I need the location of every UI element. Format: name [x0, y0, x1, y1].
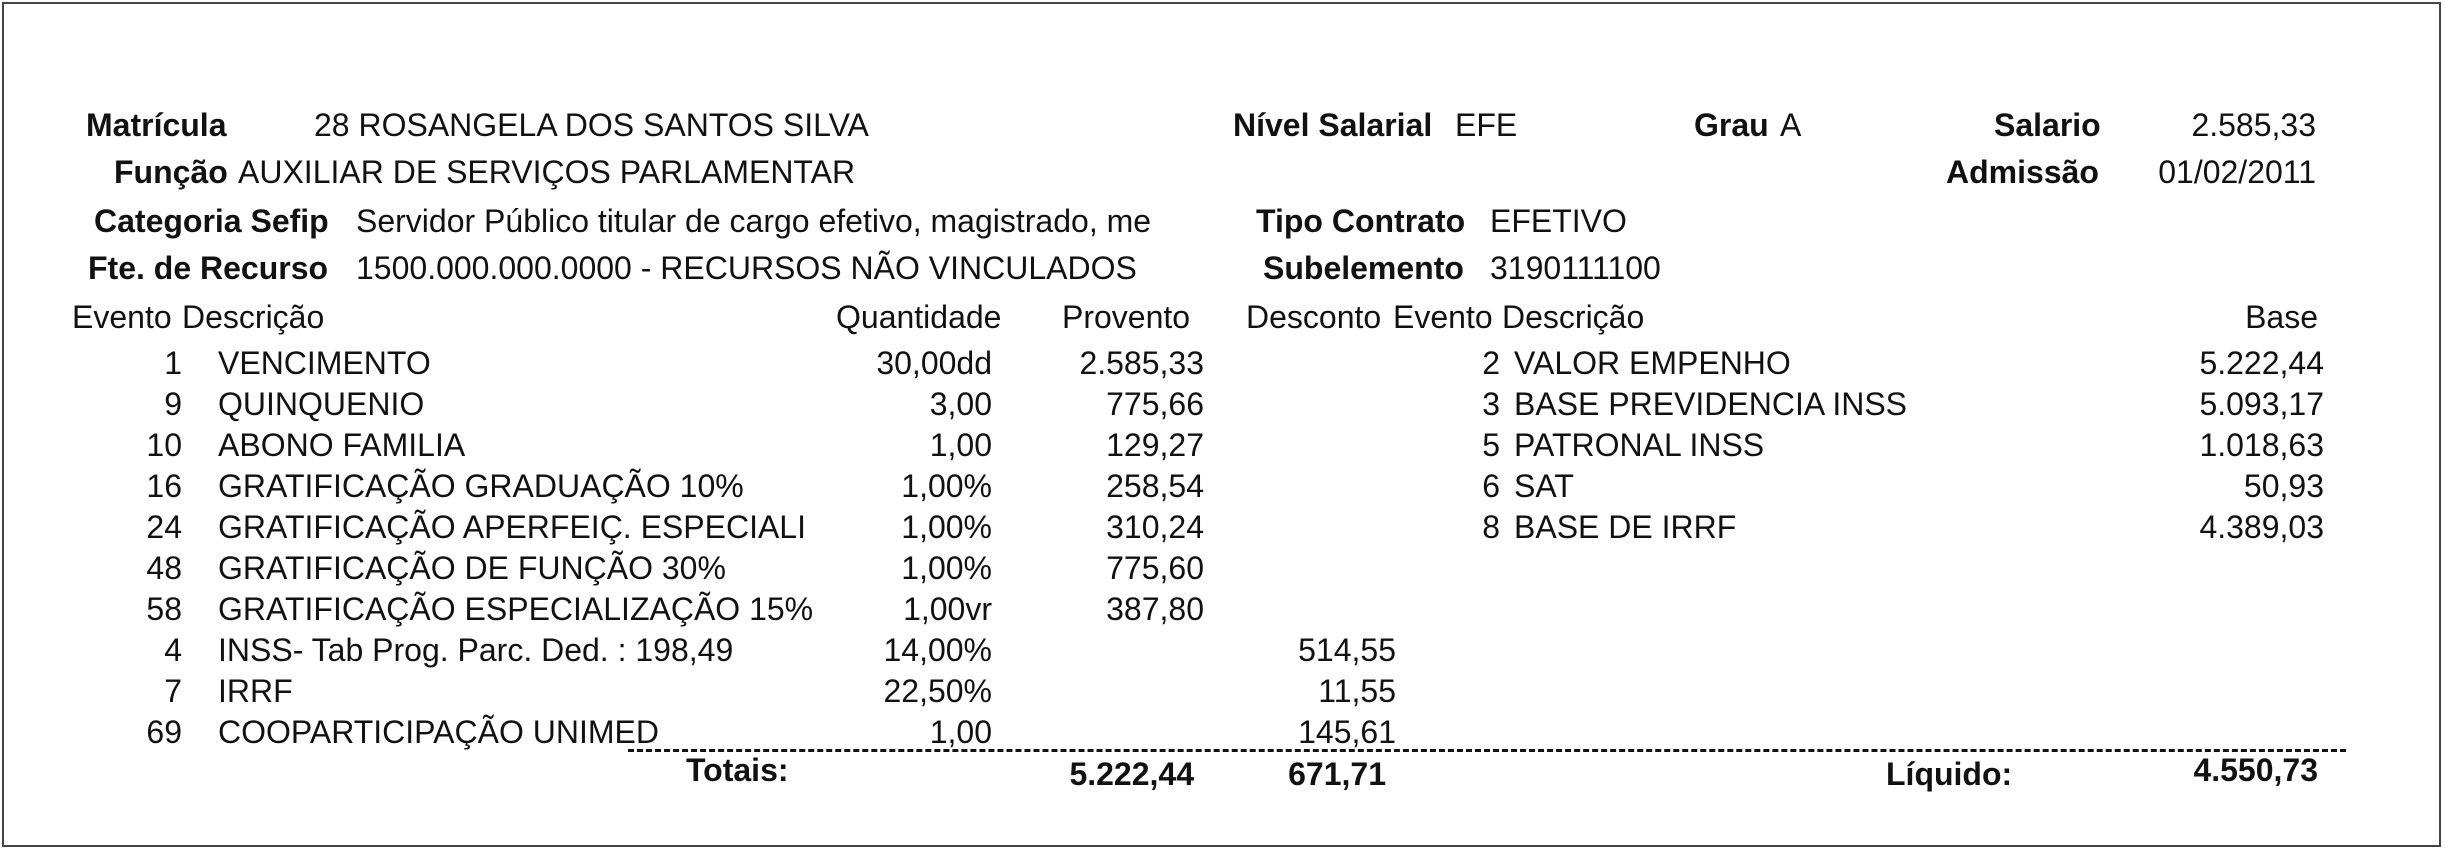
event-provento: 775,60: [1106, 550, 1204, 586]
categoria-sefip-label: Categoria Sefip: [94, 203, 329, 239]
funcao-value: AUXILIAR DE SERVIÇOS PARLAMENTAR: [238, 154, 856, 190]
base-code: 2: [1482, 345, 1500, 381]
event-provento: 387,80: [1106, 591, 1204, 627]
event-provento: 310,24: [1106, 509, 1204, 545]
total-descontos: 671,71: [1288, 756, 1386, 792]
base-description: SAT: [1514, 468, 1574, 504]
total-proventos: 5.222,44: [1069, 756, 1194, 792]
event-quantity: 22,50%: [883, 673, 992, 709]
fonte-recurso-value: 1500.000.000.0000 - RECURSOS NÃO VINCULADOS: [356, 250, 1137, 286]
base-value: 50,93: [2243, 468, 2324, 504]
event-description: INSS- Tab Prog. Parc. Ded. : 198,49: [218, 632, 734, 668]
event-quantity: 1,00%: [901, 468, 992, 504]
event-code: 1: [164, 345, 182, 381]
event-quantity: 1,00: [929, 714, 992, 750]
col-descricao: Descrição: [182, 299, 325, 335]
liquido-label: Líquido:: [1886, 756, 2013, 792]
matricula-label: Matrícula: [86, 107, 227, 143]
event-description: QUINQUENIO: [218, 386, 425, 422]
base-description: PATRONAL INSS: [1514, 427, 1765, 463]
event-code: 16: [146, 468, 182, 504]
event-provento: 258,54: [1106, 468, 1204, 504]
totais-label: Totais:: [686, 752, 789, 788]
col-evento: Evento: [72, 299, 172, 335]
col-desconto: Desconto: [1246, 299, 1382, 335]
salario-value: 2.585,33: [2191, 107, 2316, 143]
nivel-salarial-label: Nível Salarial: [1233, 107, 1433, 143]
base-value: 5.093,17: [2199, 386, 2324, 422]
fonte-recurso-label: Fte. de Recurso: [88, 250, 329, 286]
liquido-value: 4.550,73: [2193, 752, 2318, 788]
event-description: ABONO FAMILIA: [218, 427, 466, 463]
event-code: 58: [146, 591, 182, 627]
event-desconto: 145,61: [1298, 714, 1396, 750]
base-value: 5.222,44: [2199, 345, 2324, 381]
event-description: GRATIFICAÇÃO APERFEIÇ. ESPECIALI: [218, 509, 806, 545]
tipo-contrato-value: EFETIVO: [1490, 203, 1627, 239]
event-code: 4: [164, 632, 182, 668]
event-desconto: 11,55: [1318, 673, 1396, 709]
event-quantity: 30,00dd: [876, 345, 992, 381]
base-code: 5: [1482, 427, 1500, 463]
base-value: 4.389,03: [2199, 509, 2324, 545]
event-code: 48: [146, 550, 182, 586]
funcao-label: Função: [114, 154, 228, 190]
event-provento: 2.585,33: [1079, 345, 1204, 381]
event-description: GRATIFICAÇÃO GRADUAÇÃO 10%: [218, 468, 744, 504]
event-quantity: 1,00%: [901, 509, 992, 545]
event-code: 9: [164, 386, 182, 422]
salario-label: Salario: [1994, 107, 2101, 143]
event-code: 24: [146, 509, 182, 545]
event-quantity: 1,00: [929, 427, 992, 463]
event-description: GRATIFICAÇÃO DE FUNÇÃO 30%: [218, 550, 726, 586]
col-descricao-base: Descrição: [1502, 299, 1645, 335]
admissao-label: Admissão: [1946, 154, 2099, 190]
col-evento-base: Evento: [1393, 299, 1493, 335]
nivel-salarial-value: EFE: [1455, 107, 1518, 143]
event-code: 7: [164, 673, 182, 709]
event-provento: 775,66: [1106, 386, 1204, 422]
event-quantity: 14,00%: [883, 632, 992, 668]
categoria-sefip-value: Servidor Público titular de cargo efetivo, magistrado, me: [356, 203, 1152, 239]
totals-divider: [628, 749, 2346, 752]
event-quantity: 1,00vr: [903, 591, 992, 627]
event-provento: 129,27: [1106, 427, 1204, 463]
event-description: VENCIMENTO: [218, 345, 431, 381]
matricula-value: 28 ROSANGELA DOS SANTOS SILVA: [314, 107, 869, 143]
subelemento-value: 3190111100: [1490, 250, 1661, 286]
event-quantity: 3,00: [929, 386, 992, 422]
event-quantity: 1,00%: [901, 550, 992, 586]
subelemento-label: Subelemento: [1263, 250, 1464, 286]
col-quantidade: Quantidade: [836, 299, 1002, 335]
event-description: IRRF: [218, 673, 293, 709]
admissao-value: 01/02/2011: [2158, 154, 2316, 190]
col-provento: Provento: [1062, 299, 1191, 335]
grau-label: Grau: [1694, 107, 1769, 143]
grau-value: A: [1780, 107, 1802, 143]
base-description: VALOR EMPENHO: [1514, 345, 1791, 381]
base-code: 8: [1482, 509, 1500, 545]
event-description: GRATIFICAÇÃO ESPECIALIZAÇÃO 15%: [218, 591, 814, 627]
base-description: BASE DE IRRF: [1514, 509, 1737, 545]
base-description: BASE PREVIDENCIA INSS: [1514, 386, 1908, 422]
event-code: 69: [146, 714, 182, 750]
col-base: Base: [2245, 299, 2318, 335]
base-value: 1.018,63: [2199, 427, 2324, 463]
tipo-contrato-label: Tipo Contrato: [1256, 203, 1466, 239]
base-code: 6: [1482, 468, 1500, 504]
event-code: 10: [146, 427, 182, 463]
event-description: COOPARTICIPAÇÃO UNIMED: [218, 714, 659, 750]
event-desconto: 514,55: [1298, 632, 1396, 668]
base-code: 3: [1482, 386, 1500, 422]
